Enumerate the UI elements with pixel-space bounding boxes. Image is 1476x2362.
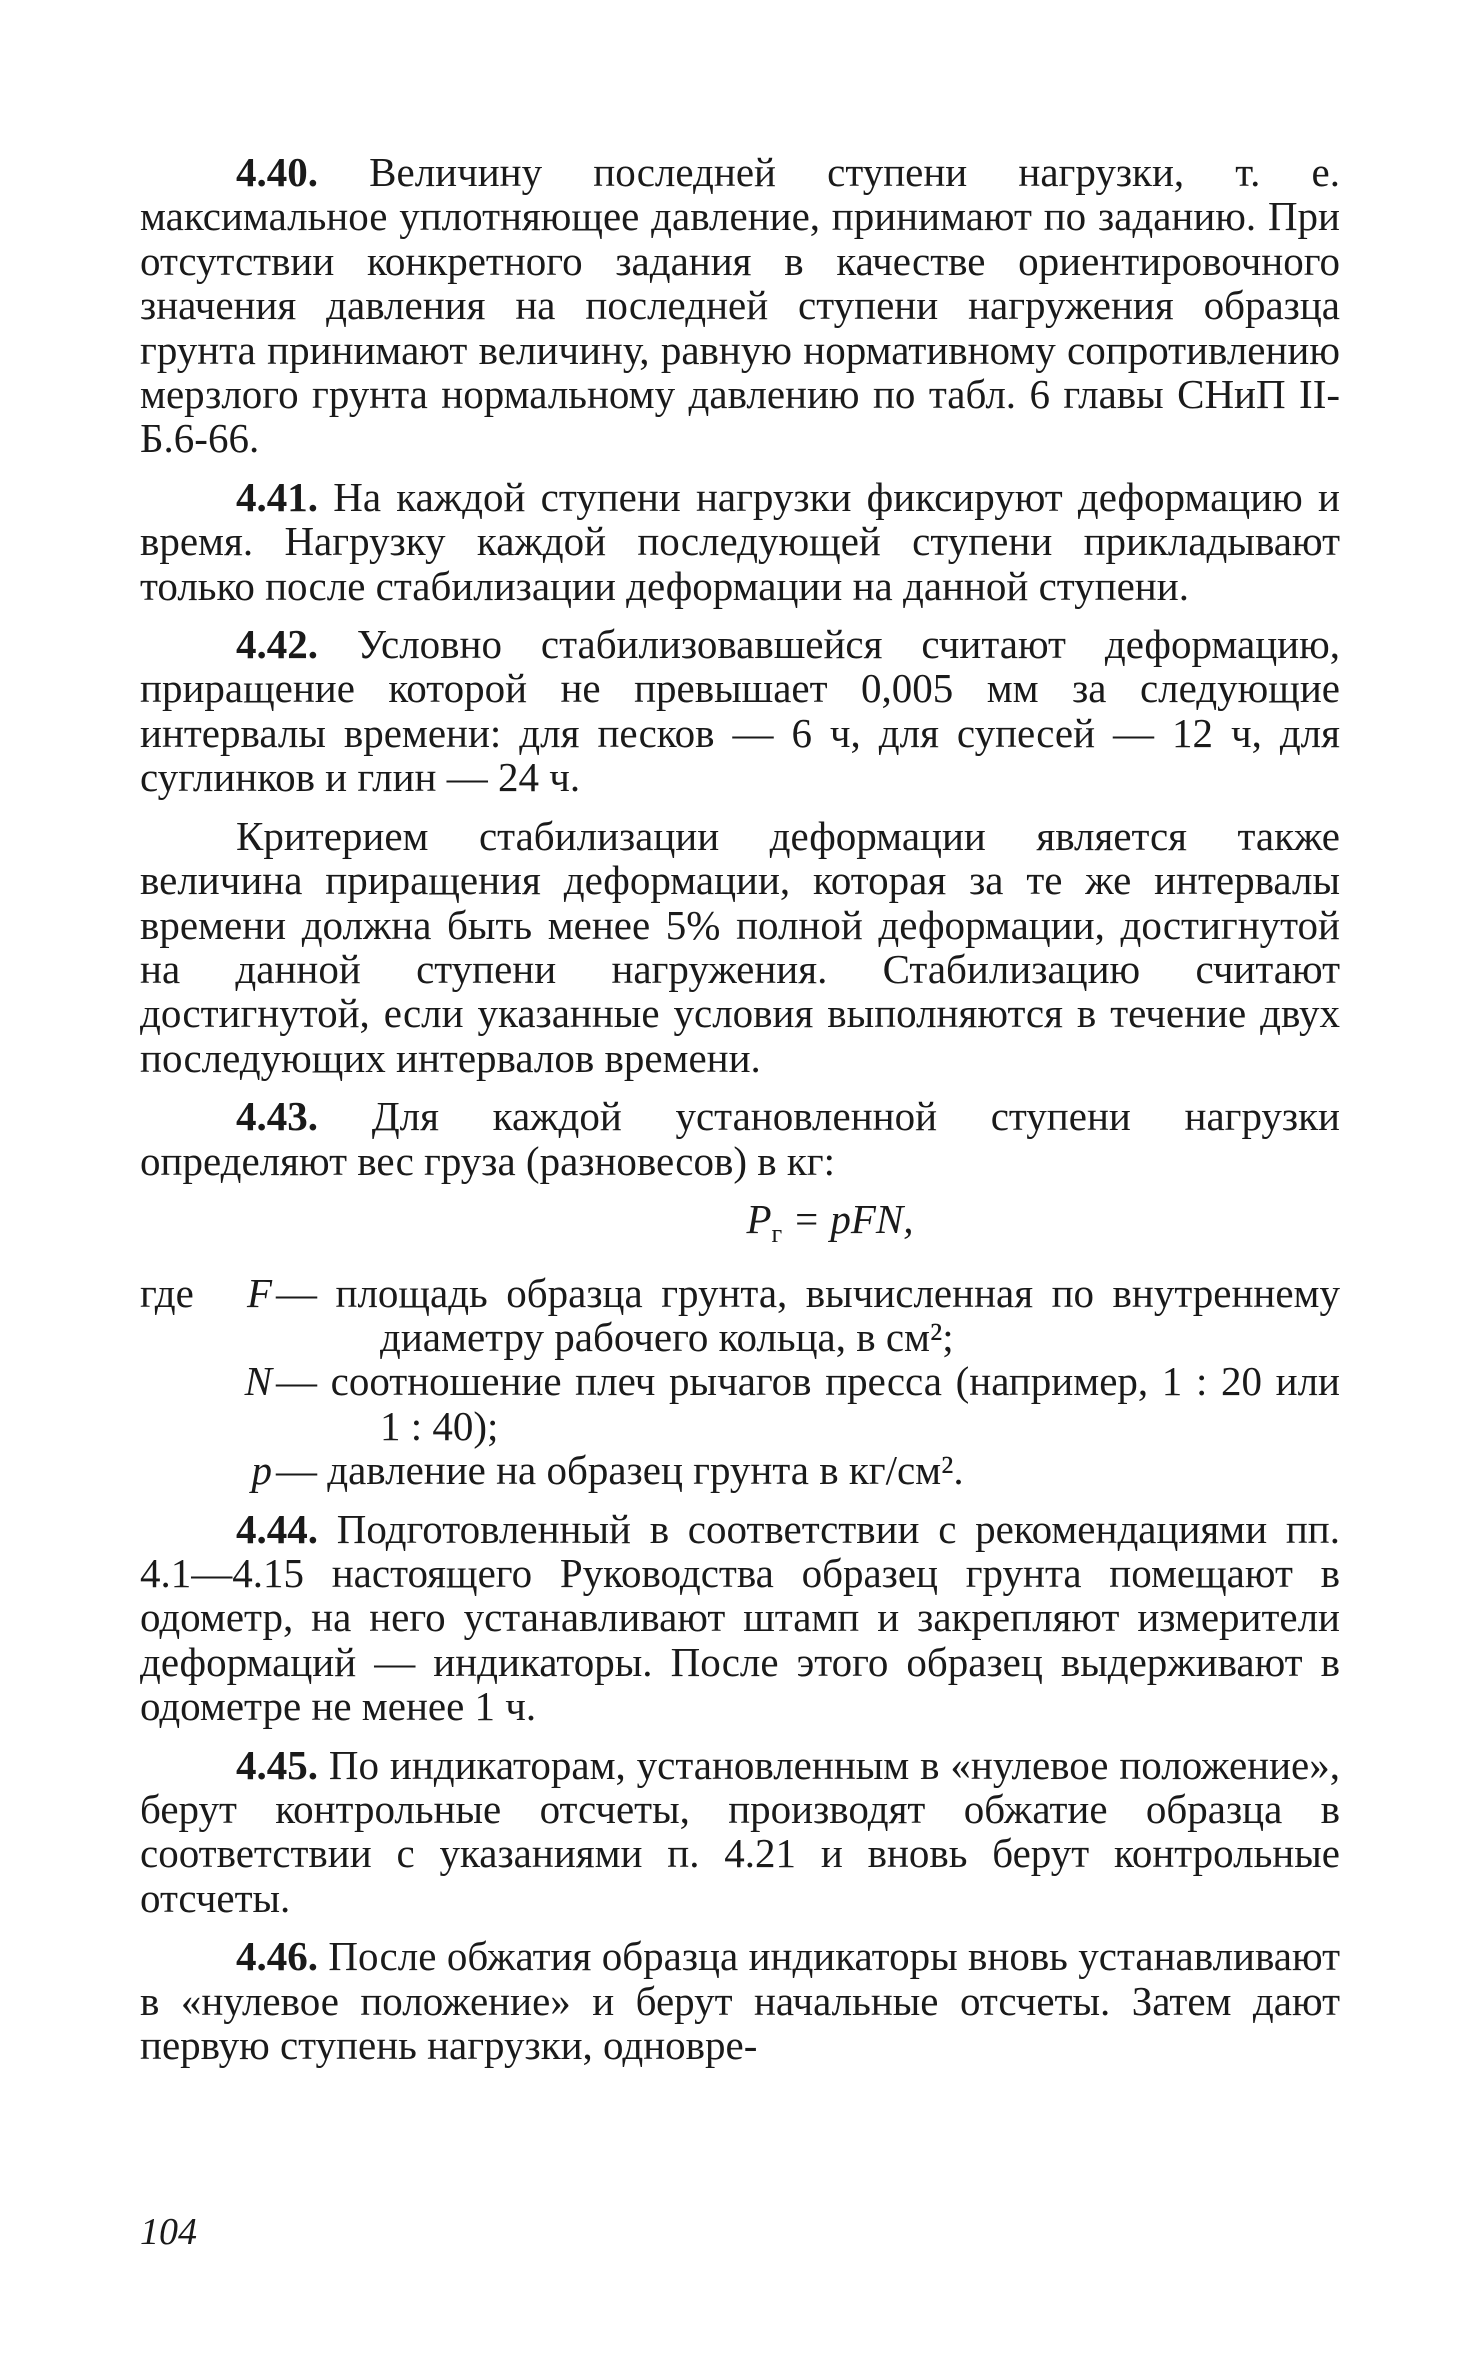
paragraph-text: Для каждой установленной ступени нагрузки определяют вес груза (разновесов) в кг:: [140, 1093, 1340, 1184]
definition-symbol: N: [244, 1358, 272, 1405]
definition-text: — соотношение плеч рычагов пресса (например, 1 : 20 или 1 : 40);: [276, 1358, 1340, 1449]
paragraph-text: Условно стабилизовавшейся считают деформацию, приращение которой не превышает 0,005 мм за следующие интервалы времени: для песков — 6 ч, для супесей — 12 ч, для суглинков и глин — 24 ч.: [140, 621, 1340, 801]
definition-row: [140, 1271, 1340, 1360]
paragraph-text: Критерием стабилизации деформации является также величина приращения деформации, которая за те же интервалы времени должна быть менее 5% полной деформации, достигнутой на данной ступени нагружения. Стабилизацию считают достигнутой, если указанные условия выполняются в течение двух последующих интервалов времени.: [140, 812, 1340, 1081]
paragraph-text: По индикаторам, установленным в «нулевое положение», берут контрольные отсчеты, производят обжатие образца в соответствии с указаниями п. 4.21 и вновь берут контрольные отсчеты.: [140, 1741, 1340, 1921]
paragraph-4-42: [140, 622, 1340, 800]
paragraph-text: Подготовленный в соответствии с рекомендациями пп. 4.1—4.15 настоящего Руководства образец грунта помещают в одометр, на него устанавливают штамп и закрепляют измерители деформаций — индикаторы. После этого образец выдерживают в одометре не менее 1 ч.: [140, 1505, 1340, 1730]
clause-number: 4.42.: [236, 621, 318, 668]
formula-definitions: [140, 1271, 1340, 1493]
paragraph-stabilization-criterion: [140, 814, 1340, 1080]
paragraph-text: Величину последней ступени нагрузки, т. е. максимальное уплотняющее давление, принимают по заданию. При отсутствии конкретного задания в качестве ориентировочного значения давления на последней ступени нагружения образца грунта принимают величину, равную нормативному сопротивлению мерзлого грунта нормальному давлению по табл. 6 главы СНиП II-Б.6-66.: [140, 149, 1340, 462]
definition-text: — давление на образец грунта в кг/см².: [276, 1447, 964, 1494]
clause-number: 4.40.: [236, 149, 318, 195]
paragraph-4-44: [140, 1507, 1340, 1729]
definitions-lead-word: где: [140, 1269, 194, 1316]
formula-lhs: P: [746, 1195, 772, 1242]
definition-symbol: p: [251, 1447, 272, 1494]
formula-rhs: = pFN,: [782, 1195, 914, 1242]
definition-text: — площадь образца грунта, вычисленная по внутреннему диаметру рабочего кольца, в см²;: [276, 1269, 1340, 1360]
clause-number: 4.43.: [236, 1093, 318, 1140]
paragraph-text: После обжатия образца индикаторы вновь устанавливают в «нулевое положение» и берут начальные отсчеты. Затем дают первую ступень нагрузки, одновре-: [140, 1933, 1340, 2069]
clause-number: 4.46.: [236, 1933, 318, 1980]
formula-subscript: г: [771, 1219, 783, 1249]
paragraph-text: На каждой ступени нагрузки фиксируют деформацию и время. Нагрузку каждой последующей ступени прикладывают только после стабилизации деформации на данной ступени.: [140, 473, 1340, 609]
document-page: [140, 150, 1340, 2081]
clause-number: 4.45.: [236, 1741, 318, 1788]
definition-row: [140, 1448, 1340, 1492]
clause-number: 4.41.: [236, 473, 318, 520]
paragraph-4-43: [140, 1094, 1340, 1183]
definition-symbol: F: [246, 1269, 272, 1316]
page-number: 104: [140, 2211, 197, 2253]
load-formula: [140, 1197, 1340, 1257]
paragraph-4-45: [140, 1743, 1340, 1921]
clause-number: 4.44.: [236, 1505, 318, 1552]
paragraph-4-40: [140, 150, 1340, 461]
definition-row: [140, 1359, 1340, 1448]
paragraph-4-41: [140, 475, 1340, 608]
paragraph-4-46: [140, 1934, 1340, 2067]
